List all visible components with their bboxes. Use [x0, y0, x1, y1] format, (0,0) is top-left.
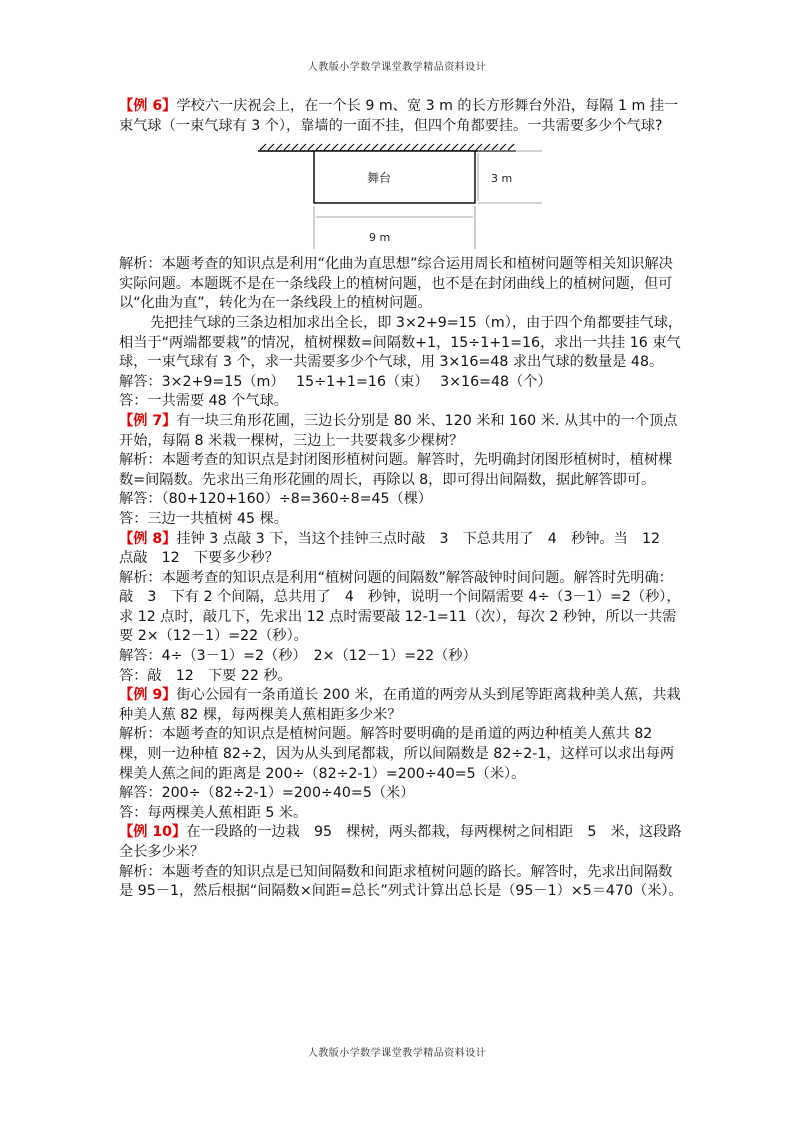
- example-7-answer: 答：三边一共植树 45 棵。: [119, 510, 288, 527]
- example-6-tag: 【例 6】: [119, 98, 177, 114]
- stage-diagram: [119, 138, 684, 251]
- example-8-solution: 解答：4÷（3－1）=2（秒） 2×（12－1）=22（秒）: [119, 648, 477, 665]
- example-6-answer: 答：一共需要 48 个气球。: [119, 393, 288, 410]
- example-8-tag: 【例 8】: [119, 530, 177, 547]
- page-footer: 人教版小学数学课堂教学精品资料设计: [307, 1048, 487, 1059]
- example-8-question: 【例 8】挂钟 3 点敲 3 下，当这个挂钟三点时敲 3 下总共用了 4 秒钟。当 12 点敲 12 下要多少秒？: [119, 530, 675, 567]
- example-10-analysis: 解析：本题考查的知识点是已知间隔数和间距求植树问题的路长。解答时，先求出间隔数是 95－1，然后根据“间隔数×间距=总长”列式计算出总长是（95－1）×5＝470（米）。: [119, 863, 683, 900]
- example-9-question: 【例 9】街心公园有一条甬道长 200 米，在甬道的两旁从头到尾等距离栽种美人蕉，共栽种美人蕉 82 棵，每两棵美人蕉相距多少米？: [119, 687, 681, 723]
- example-9-analysis: 解析：本题考查的知识点是植树问题。解答时要明确的是甬道的两边种植美人蕉共 82 棵，则一边种植 82÷2，因为从头到尾都栽，所以间隔数是 82÷2-1，这样可以求出每两棵美人蕉之间的距离是 200÷（82÷2-1）=200÷40=5（米）。: [119, 726, 675, 782]
- example-8-analysis: 解析：本题考查的知识点是利用“植树问题的间隔数”解答敲钟时间问题。解答时先明确：敲 3 下有 2 个间隔，总共用了 4 秒钟，说明一个间隔需要 4÷（3－1）=2（秒），求 12 点时，敲几下，先求出 12 点时需要敲 12-1=11（次），每次 2 秒钟，所以一共需要 2×（12－1）=22（秒）。: [119, 569, 681, 645]
- example-9-solution: 解答：200÷（82÷2-1）=200÷40=5（米）: [119, 785, 415, 802]
- example-10-tag: 【例 10】: [119, 824, 187, 841]
- stage-rect: [314, 151, 475, 203]
- example-7-tag: 【例 7】: [119, 412, 177, 429]
- example-8-answer: 答：敲 12 下要 22 秒。: [119, 667, 292, 684]
- example-6-solution: 解答：3×2+9=15（m） 15÷1+1=16（束） 3×16=48（个）: [119, 373, 552, 390]
- example-6-analysis: 解析：本题考查的知识点是利用“化曲为直思想”综合运用周长和植树问题等相关知识解决实际问题。本题既不是在一条线段上的植树问题，也不是在封闭曲线上的植树问题，但可以“化曲为直”，转化为在一条线段上的植树问题。: [119, 256, 673, 312]
- example-9-tag: 【例 9】: [119, 687, 177, 704]
- height-label: 3 m: [491, 172, 513, 186]
- example-6-analysis-detail: 先把挂气球的三条边相加求出全长，即 3×2+9=15（m），由于四个角都要挂气球，相当于“两端都要栽”的情况，植树棵数=间隔数+1，15÷1+1=16，求出一共挂 16 束气球，一束气球有 3 个，求一共需要多少个气球，用 3×16=48 求出气球的数量是 48。: [119, 314, 683, 371]
- wall-hatching: [260, 144, 514, 150]
- stage-label: 舞台: [367, 171, 392, 186]
- stage-diagram-svg: [254, 138, 544, 251]
- example-10-question: 【例 10】在一段路的一边栽 95 棵树，两头都栽，每两棵树之间相距 5 米，这段路全长多少米？: [119, 824, 682, 860]
- width-label: 9 m: [369, 231, 391, 245]
- page-header: 人教版小学数学课堂教学精品资料设计: [307, 62, 487, 73]
- example-6-question: 【例 6】学校六一庆祝会上，在一个长 9 m、宽 3 m 的长方形舞台外沿，每隔 1 m 挂一束气球（一束气球有 3 个），靠墙的一面不挂，但四个角都要挂。一共需要多少个气球?: [119, 98, 679, 134]
- example-7-question: 【例 7】有一块三角形花圃，三边长分别是 80 米、120 米和 160 米. 从其中的一个顶点开始，每隔 8 米栽一棵树，三边上一共要栽多少棵树？: [119, 412, 678, 449]
- example-7-solution: 解答：（80+120+160）÷8=360÷8=45（棵）: [119, 491, 433, 508]
- document-body: [119, 97, 684, 902]
- example-9-answer: 答：每两棵美人蕉相距 5 米。: [119, 804, 308, 821]
- example-7-analysis: 解析：本题考查的知识点是封闭图形植树问题。解答时，先明确封闭图形植树时，植树棵数=间隔数。先求出三角形花圃的周长，再除以 8，即可得出间隔数，据此解答即可。: [119, 452, 673, 488]
